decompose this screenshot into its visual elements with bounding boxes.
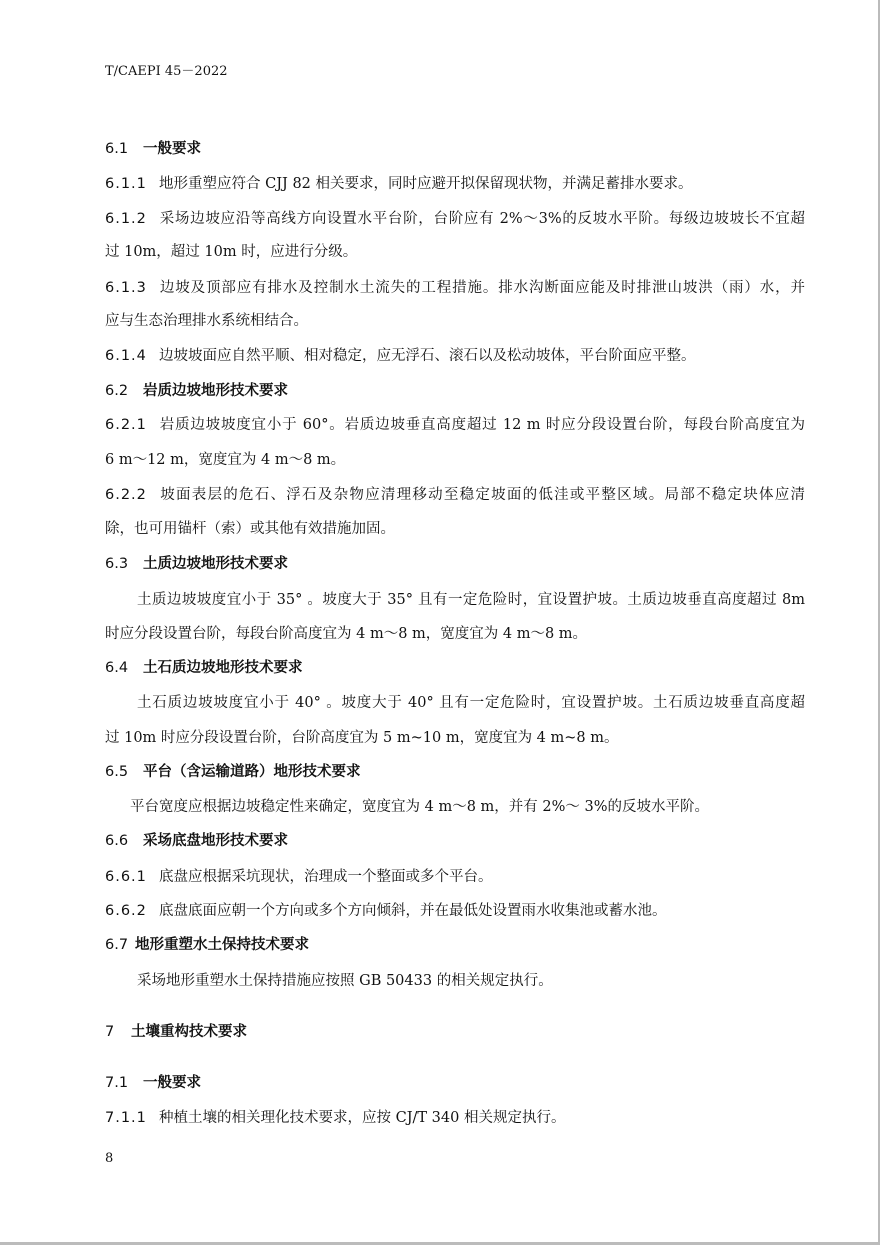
chapter-number: 7 — [105, 1024, 115, 1040]
paragraph: 土石质边坡坡度宜小于 40° 。坡度大于 40° 且有一定危险时，宜设置护坡。土石质边坡垂直高度超 — [137, 695, 805, 711]
clause-number: 6.1.2 — [105, 211, 147, 227]
section-title: 土石质边坡地形技术要求 — [143, 660, 303, 676]
section-number: 6.7 — [105, 937, 129, 953]
clause — [105, 901, 667, 921]
clause — [105, 278, 805, 298]
paragraph-continuation: 过 10m 时应分段设置台阶，台阶高度宜为 5 m~10 m，宽度宜为 4 m~8 m。 — [105, 730, 619, 746]
clause-text: 种植土壤的相关理化技术要求，应按 CJ/T 340 相关规定执行。 — [159, 1110, 566, 1126]
clause — [105, 209, 805, 229]
section-number: 7.1 — [105, 1075, 129, 1091]
clause-text: 底盘底面应朝一个方向或多个方向倾斜，并在最低处设置雨水收集池或蓄水池。 — [159, 903, 667, 919]
clause-text: 岩质边坡坡度宜小于 60°。岩质边坡垂直高度超过 12 m 时应分段设置台阶，每段台阶高度宜为 — [159, 417, 805, 433]
clause-text: 地形重塑应符合 CJJ 82 相关要求，同时应避开拟保留现状物，并满足蓄排水要求。 — [159, 176, 693, 192]
paragraph-continuation: 时应分段设置台阶，每段台阶高度宜为 4 m～8 m，宽度宜为 4 m～8 m。 — [105, 626, 588, 642]
section-number: 6.4 — [105, 660, 129, 676]
clause — [105, 485, 805, 505]
section-title: 一般要求 — [143, 141, 201, 157]
section-number: 6.5 — [105, 764, 129, 780]
section-heading — [105, 762, 361, 782]
section-heading — [105, 831, 288, 851]
clause — [105, 174, 693, 194]
clause-continuation: 6 m～12 m，宽度宜为 4 m～8 m。 — [105, 452, 346, 468]
section-heading — [105, 381, 288, 401]
section-number: 6.1 — [105, 141, 129, 157]
section-heading — [105, 935, 309, 955]
clause-number: 6.1.4 — [105, 348, 147, 364]
clause-text: 采场边坡应沿等高线方向设置水平台阶，台阶应有 2%～3%的反坡水平阶。每级边坡坡长不宜超 — [159, 211, 805, 227]
section-heading — [105, 1073, 201, 1093]
clause-continuation: 过 10m，超过 10m 时，应进行分级。 — [105, 244, 358, 260]
paragraph: 平台宽度应根据边坡稳定性来确定，宽度宜为 4 m～8 m，并有 2%～ 3%的反坡水平阶。 — [130, 799, 709, 815]
clause-number: 7.1.1 — [105, 1110, 147, 1126]
clause-number: 6.6.1 — [105, 869, 147, 885]
clause-text: 坡面表层的危石、浮石及杂物应清理移动至稳定坡面的低洼或平整区域。局部不稳定块体应清 — [159, 487, 805, 503]
clause — [105, 346, 696, 366]
clause — [105, 415, 805, 435]
clause-number: 6.2.1 — [105, 417, 147, 433]
section-title: 地形重塑水土保持技术要求 — [135, 937, 309, 953]
paragraph: 土质边坡坡度宜小于 35° 。坡度大于 35° 且有一定危险时，宜设置护坡。土质边坡垂直高度超过 8m — [137, 592, 805, 608]
section-heading — [105, 658, 303, 678]
clause-number: 6.6.2 — [105, 903, 147, 919]
clause — [105, 1108, 565, 1128]
section-number: 6.2 — [105, 383, 129, 399]
clause-number: 6.2.2 — [105, 487, 147, 503]
section-title: 平台（含运输道路）地形技术要求 — [143, 764, 361, 780]
section-heading — [105, 554, 288, 574]
section-title: 一般要求 — [143, 1075, 201, 1091]
section-number: 6.3 — [105, 556, 129, 572]
section-title: 岩质边坡地形技术要求 — [143, 383, 288, 399]
section-heading — [105, 139, 201, 159]
clause-text: 边坡及顶部应有排水及控制水土流失的工程措施。排水沟断面应能及时排泄山坡洪（雨）水，并 — [159, 280, 805, 296]
clause — [105, 867, 493, 887]
clause-continuation: 除，也可用锚杆（索）或其他有效措施加固。 — [105, 521, 395, 537]
chapter-title: 土壤重构技术要求 — [131, 1024, 247, 1040]
page-number: 8 — [105, 1151, 114, 1166]
section-title: 土质边坡地形技术要求 — [143, 556, 288, 572]
clause-number: 6.1.3 — [105, 280, 147, 296]
clause-text: 底盘应根据采坑现状，治理成一个整面或多个平台。 — [159, 869, 493, 885]
clause-number: 6.1.1 — [105, 176, 147, 192]
section-number: 6.6 — [105, 833, 129, 849]
section-title: 采场底盘地形技术要求 — [143, 833, 288, 849]
clause-text: 边坡坡面应自然平顺、相对稳定，应无浮石、滚石以及松动坡体，平台阶面应平整。 — [159, 348, 696, 364]
chapter-heading — [105, 1022, 247, 1042]
document-header: T/CAEPI 45－2022 — [105, 64, 228, 79]
paragraph: 采场地形重塑水土保持措施应按照 GB 50433 的相关规定执行。 — [137, 973, 553, 989]
clause-continuation: 应与生态治理排水系统相结合。 — [105, 313, 308, 329]
